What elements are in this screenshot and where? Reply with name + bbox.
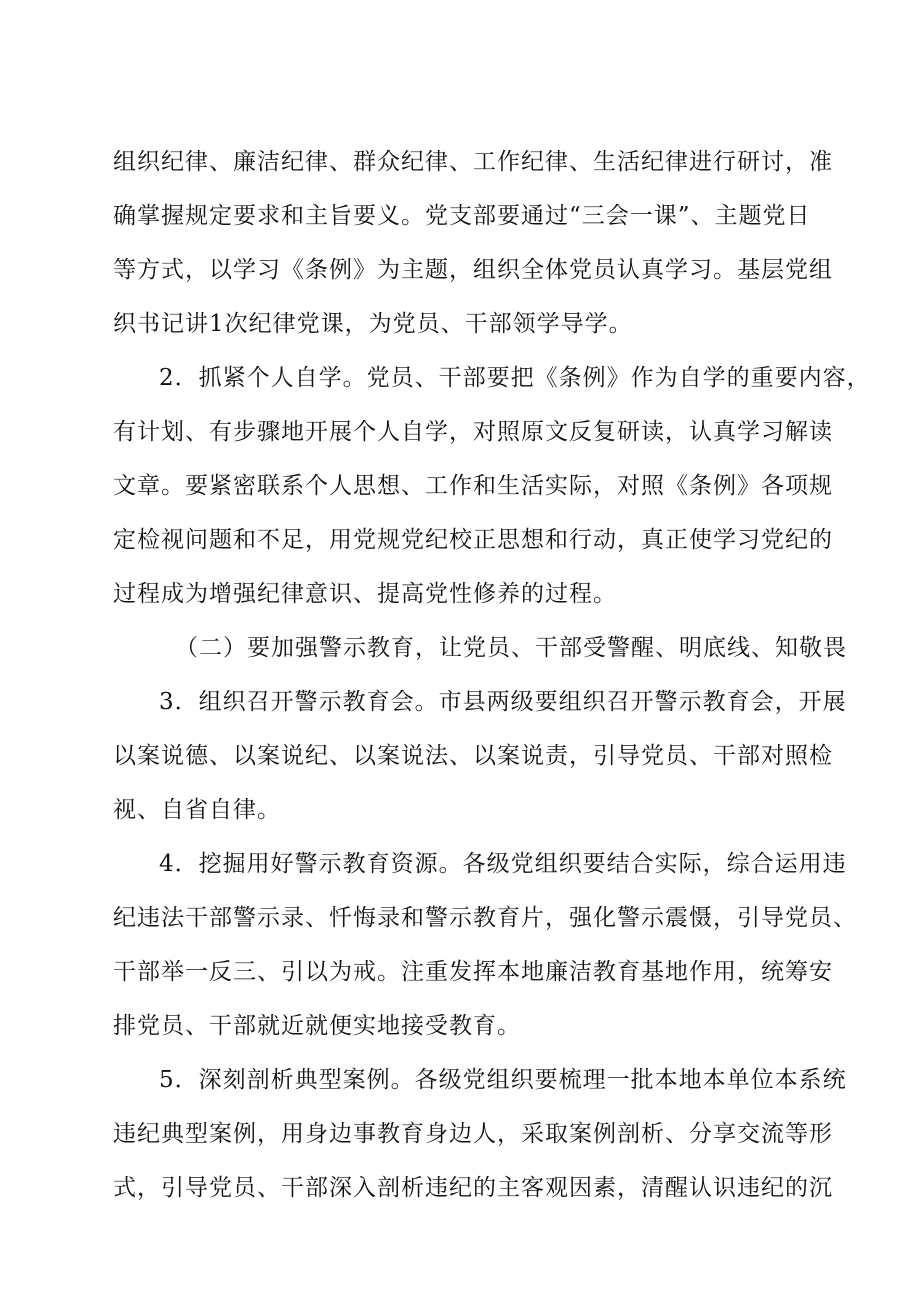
text-line: 织书记讲1次纪律党课，为党员、干部领学导学。: [113, 311, 633, 337]
text-line: 纪违法干部警示录、忏悔录和警示教育片，强化警示震慑，引导党员、: [113, 905, 857, 931]
text-line: 过程成为增强纪律意识、提高党性修养的过程。: [113, 581, 617, 607]
text-line: 干部举一反三、引以为戒。注重发挥本地廉洁教育基地作用，统筹安: [113, 959, 833, 985]
text-line: 以案说德、以案说纪、以案说法、以案说责，引导党员、干部对照检: [113, 743, 833, 769]
text-line: 文章。要紧密联系个人思想、工作和生活实际，对照《条例》各项规: [113, 473, 833, 499]
paragraph-first-line: 4．挖掘用好警示教育资源。各级党组织要结合实际，综合运用违: [159, 851, 847, 877]
text-line: 定检视问题和不足，用党规党纪校正思想和行动，真正使学习党纪的: [113, 527, 833, 553]
paragraph-first-line: 5．深刻剖析典型案例。各级党组织要梳理一批本地本单位本系统: [159, 1067, 847, 1093]
paragraph-first-line: 2．抓紧个人自学。党员、干部要把《条例》作为自学的重要内容，: [159, 365, 871, 391]
text-line: 视、自省自律。: [113, 797, 281, 823]
text-line: 违纪典型案例，用身边事教育身边人，采取案例剖析、分享交流等形: [113, 1121, 833, 1147]
text-line: 式，引导党员、干部深入剖析违纪的主客观因素，清醒认识违纪的沉: [113, 1175, 833, 1201]
text-line: 排党员、干部就近就便实地接受教育。: [113, 1013, 521, 1039]
paragraph-first-line: 3．组织召开警示教育会。市县两级要组织召开警示教育会，开展: [159, 689, 847, 715]
text-line: 确掌握规定要求和主旨要义。党支部要通过“三会一课”、主题党日: [113, 203, 811, 229]
text-line: 组织纪律、廉洁纪律、群众纪律、工作纪律、生活纪律进行研讨，准: [113, 149, 833, 175]
section-heading: （二）要加强警示教育，让党员、干部受警醒、明底线、知敬畏: [175, 635, 847, 661]
text-line: 等方式，以学习《条例》为主题，组织全体党员认真学习。基层党组: [113, 257, 833, 283]
text-line: 有计划、有步骤地开展个人自学，对照原文反复研读，认真学习解读: [113, 419, 833, 445]
document-body: [113, 140, 871, 1220]
